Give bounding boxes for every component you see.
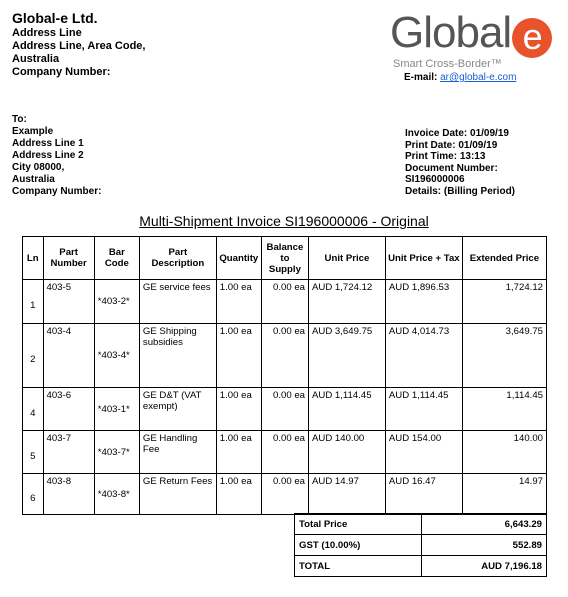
cell-bal: 0.00 ea	[261, 431, 308, 474]
cell-part: 403-7	[43, 431, 94, 474]
company-line: Address Line	[12, 27, 82, 39]
table-row	[23, 280, 547, 324]
email-line	[404, 72, 516, 83]
cell-desc: GE Return Fees	[139, 474, 216, 515]
cell-ext: 14.97	[462, 474, 546, 515]
cell-part: 403-8	[43, 474, 94, 515]
totals-table	[294, 513, 547, 577]
invoice-title: Multi-Shipment Invoice SI196000006 - Original	[139, 213, 429, 229]
cell-ln: 1	[23, 280, 44, 324]
email-label: E-mail:	[404, 72, 441, 83]
meta-line: Document Number:	[405, 162, 498, 174]
totals-row	[295, 514, 547, 535]
cell-unit-tax: AUD 4,014.73	[385, 324, 462, 388]
logo-word: Global	[390, 8, 512, 57]
recipient-line: Australia	[12, 174, 55, 185]
cell-bal: 0.00 ea	[261, 324, 308, 388]
company-block	[12, 10, 145, 79]
cell-qty: 1.00 ea	[216, 431, 261, 474]
col-header-ln: Ln	[23, 237, 44, 280]
cell-part: 403-6	[43, 388, 94, 431]
recipient-line: City 08000,	[12, 162, 65, 173]
cell-desc: GE D&T (VAT exempt)	[139, 388, 216, 431]
cell-ln: 5	[23, 431, 44, 474]
cell-ext: 1,114.45	[462, 388, 546, 431]
logo-tagline: Smart Cross-Border™	[393, 58, 502, 70]
cell-ext: 3,649.75	[462, 324, 546, 388]
cell-qty: 1.00 ea	[216, 474, 261, 515]
table-row	[23, 474, 547, 515]
totals-row	[295, 556, 547, 577]
cell-qty: 1.00 ea	[216, 324, 261, 388]
cell-unit-tax: AUD 1,896.53	[385, 280, 462, 324]
col-header-quantity: Quantity	[216, 237, 261, 280]
cell-part: 403-5	[43, 280, 94, 324]
cell-bal: 0.00 ea	[261, 474, 308, 515]
cell-ln: 2	[23, 324, 44, 388]
company-line: Company Number:	[12, 66, 111, 78]
grand-total-label: TOTAL	[295, 556, 422, 577]
cell-ln: 6	[23, 474, 44, 515]
col-header-bar-code: Bar Code	[94, 237, 139, 280]
gst-value: 552.89	[421, 535, 547, 556]
cell-unit: AUD 140.00	[309, 431, 386, 474]
cell-bal: 0.00 ea	[261, 388, 308, 431]
recipient-line: Address Line 2	[12, 150, 84, 161]
cell-desc: GE service fees	[139, 280, 216, 324]
col-header-part-number: Part Number	[43, 237, 94, 280]
cell-unit-tax: AUD 1,114.45	[385, 388, 462, 431]
email-link[interactable]: ar@global-e.com	[440, 72, 517, 83]
cell-ext: 1,724.12	[462, 280, 546, 324]
meta-line: Print Time: 13:13	[405, 151, 486, 163]
cell-qty: 1.00 ea	[216, 388, 261, 431]
cell-bar: *403-8*	[94, 474, 139, 515]
total-price-label: Total Price	[295, 514, 422, 535]
recipient-block	[12, 114, 101, 198]
col-header-balance: Balance to Supply	[261, 237, 308, 280]
logo-e-mark: e	[512, 18, 552, 58]
company-line: Australia	[12, 53, 60, 65]
cell-unit-tax: AUD 154.00	[385, 431, 462, 474]
gst-label: GST (10.00%)	[295, 535, 422, 556]
cell-desc: GE Handling Fee	[139, 431, 216, 474]
meta-line: Invoice Date: 01/09/19	[405, 128, 509, 139]
invoice-meta	[405, 128, 515, 198]
col-header-unit-price-tax: Unit Price + Tax	[385, 237, 462, 280]
cell-unit: AUD 1,114.45	[309, 388, 386, 431]
company-name: Global-e Ltd.	[12, 10, 98, 26]
cell-bar: *403-1*	[94, 388, 139, 431]
recipient-line: Address Line 1	[12, 138, 84, 149]
table-row	[23, 388, 547, 431]
cell-bar: *403-7*	[94, 431, 139, 474]
table-row	[23, 324, 547, 388]
cell-bal: 0.00 ea	[261, 280, 308, 324]
table-row	[23, 431, 547, 474]
recipient-label: To:	[12, 114, 27, 125]
cell-unit: AUD 14.97	[309, 474, 386, 515]
items-table	[22, 236, 547, 515]
grand-total-value: AUD 7,196.18	[421, 556, 547, 577]
meta-line: SI196000006	[405, 174, 465, 186]
cell-ln: 4	[23, 388, 44, 431]
recipient-line: Example	[12, 126, 54, 137]
totals-row	[295, 535, 547, 556]
col-header-extended-price: Extended Price	[462, 237, 546, 280]
table-header-row	[23, 237, 547, 280]
col-header-unit-price: Unit Price	[309, 237, 386, 280]
meta-line: Print Date: 01/09/19	[405, 139, 498, 151]
cell-bar: *403-2*	[94, 280, 139, 324]
cell-desc: GE Shipping subsidies	[139, 324, 216, 388]
cell-unit: AUD 3,649.75	[309, 324, 386, 388]
cell-part: 403-4	[43, 324, 94, 388]
total-price-value: 6,643.29	[421, 514, 547, 535]
recipient-line: Company Number:	[12, 186, 102, 197]
cell-unit: AUD 1,724.12	[309, 280, 386, 324]
cell-ext: 140.00	[462, 431, 546, 474]
cell-unit-tax: AUD 16.47	[385, 474, 462, 515]
col-header-description: Part Description	[139, 237, 216, 280]
meta-line: Details: (Billing Period)	[405, 185, 516, 197]
cell-qty: 1.00 ea	[216, 280, 261, 324]
cell-bar: *403-4*	[94, 324, 139, 388]
company-line: Address Line, Area Code,	[12, 40, 146, 52]
